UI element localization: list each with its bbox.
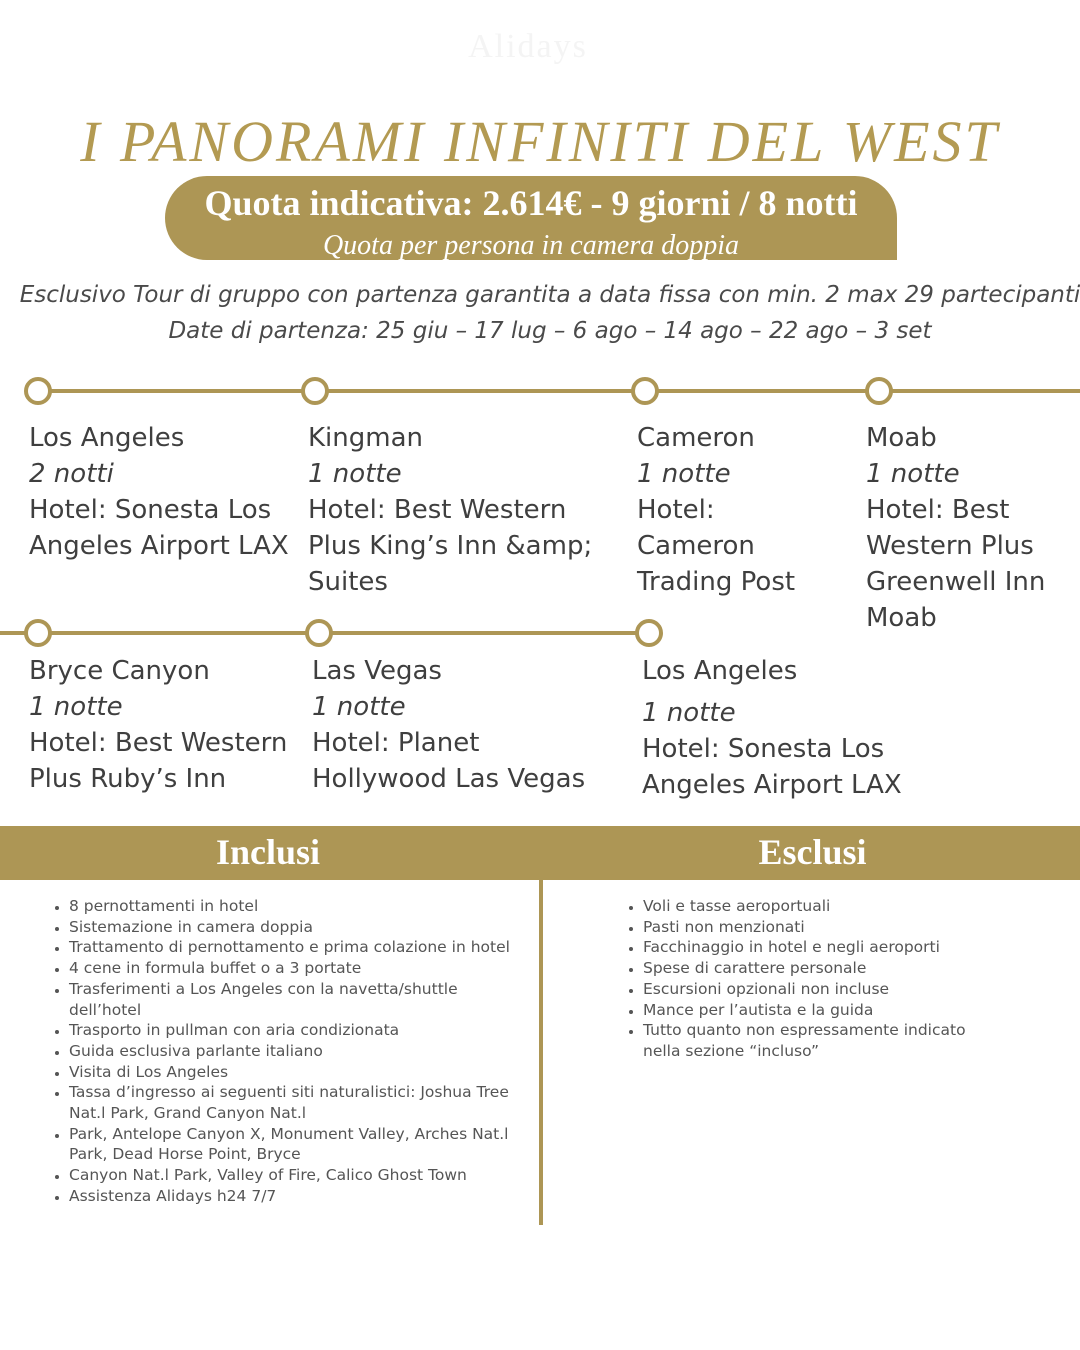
tour-description: Esclusivo Tour di gruppo con partenza garantita a data fissa con min. 2 max 29 partecipanti <box>19 282 1080 308</box>
excluded-item: • Pasti non menzionati <box>643 917 983 938</box>
column-divider <box>539 880 543 1225</box>
excluded-item: • Mance per l’autista e la guida <box>643 1000 983 1021</box>
timeline-node <box>865 377 893 405</box>
itinerary-stop <box>308 420 618 600</box>
price-sub: Quota per persona in camera doppia <box>322 230 740 260</box>
included-item: • Park, Antelope Canyon X, Monument Valley, Arches Nat.l Park, Dead Horse Point, Bryce <box>69 1124 519 1165</box>
excluded-item: • Spese di carattere personale <box>643 958 983 979</box>
excluded-item: • Escursioni opzionali non incluse <box>643 979 983 1000</box>
included-item: • Trasporto in pullman con aria condizionata <box>69 1020 519 1041</box>
included-heading: Inclusi <box>215 832 321 872</box>
itinerary-stop <box>642 653 912 803</box>
stop-hotel: Hotel: Planet Hollywood Las Vegas <box>312 728 586 794</box>
included-item: • 4 cene in formula buffet o a 3 portate <box>69 958 519 979</box>
stop-city: Kingman <box>308 423 423 453</box>
stop-nights: 1 notte <box>29 692 123 722</box>
included-item: • Guida esclusiva parlante italiano <box>69 1041 519 1062</box>
timeline-node <box>631 377 659 405</box>
stop-city: Los Angeles <box>642 656 798 686</box>
included-item: • Visita di Los Angeles <box>69 1062 519 1083</box>
brand-logo: Alidays <box>468 28 588 65</box>
stop-hotel: Hotel: Sonesta Los Angeles Airport LAX <box>642 734 902 800</box>
excluded-list <box>623 896 983 1062</box>
stop-nights: 2 notti <box>29 459 114 489</box>
itinerary-stop <box>29 653 289 797</box>
itinerary-stop <box>312 653 622 797</box>
stop-city: Cameron <box>637 423 755 453</box>
departure-dates: Date di partenza: 25 giu – 17 lug – 6 ago – 14 ago – 22 ago – 3 set <box>168 318 932 344</box>
included-item: • Trattamento di pernottamento e prima colazione in hotel <box>69 937 519 958</box>
included-item: • Trasferimenti a Los Angeles con la navetta/shuttle dell’hotel <box>69 979 519 1020</box>
stop-nights: 1 notte <box>866 459 960 489</box>
included-item: • 8 pernottamenti in hotel <box>69 896 519 917</box>
stop-nights: 1 notte <box>642 698 736 728</box>
timeline-line-1 <box>38 389 1080 393</box>
page-title: I PANORAMI INFINITI DEL WEST <box>80 109 1000 174</box>
price-main: Quota indicativa: 2.614€ - 9 giorni / 8 notti <box>204 183 858 223</box>
stop-hotel: Hotel: Sonesta Los Angeles Airport LAX <box>29 495 289 561</box>
excluded-heading: Esclusi <box>758 832 867 872</box>
stop-nights: 1 notte <box>308 459 402 489</box>
stop-nights: 1 notte <box>312 692 406 722</box>
excluded-item: • Tutto quanto non espressamente indicato nella sezione “incluso” <box>643 1020 983 1061</box>
included-item: • Canyon Nat.l Park, Valley of Fire, Calico Ghost Town <box>69 1165 519 1186</box>
excluded-item: • Facchinaggio in hotel e negli aeroporti <box>643 937 983 958</box>
excluded-item: • Voli e tasse aeroportuali <box>643 896 983 917</box>
stop-hotel: Hotel: Best Western Plus Ruby’s Inn <box>29 728 288 794</box>
itinerary-stop <box>29 420 289 564</box>
itinerary-stop <box>637 420 837 600</box>
included-item: • Assistenza Alidays h24 7/7 <box>69 1186 519 1207</box>
stop-city: Las Vegas <box>312 656 442 686</box>
included-list <box>49 896 519 1207</box>
price-badge <box>165 176 897 260</box>
stop-city: Bryce Canyon <box>29 656 210 686</box>
stop-hotel: Hotel: Cameron Trading Post <box>637 495 796 597</box>
timeline-node <box>24 619 52 647</box>
included-item: • Sistemazione in camera doppia <box>69 917 519 938</box>
stop-city: Moab <box>866 423 937 453</box>
itinerary-stop <box>866 420 1056 636</box>
stop-hotel: Hotel: Best Western Plus King’s Inn &amp; Suites <box>308 495 593 597</box>
timeline-node <box>24 377 52 405</box>
timeline-node <box>301 377 329 405</box>
stop-nights: 1 notte <box>637 459 731 489</box>
stop-city: Los Angeles <box>29 423 185 453</box>
included-item: • Tassa d’ingresso ai seguenti siti naturalistici: Joshua Tree Nat.l Park, Grand Canyon Nat.l <box>69 1082 519 1123</box>
stop-hotel: Hotel: Best Western Plus Greenwell Inn Moab <box>866 495 1046 633</box>
timeline-node <box>635 619 663 647</box>
timeline-node <box>305 619 333 647</box>
